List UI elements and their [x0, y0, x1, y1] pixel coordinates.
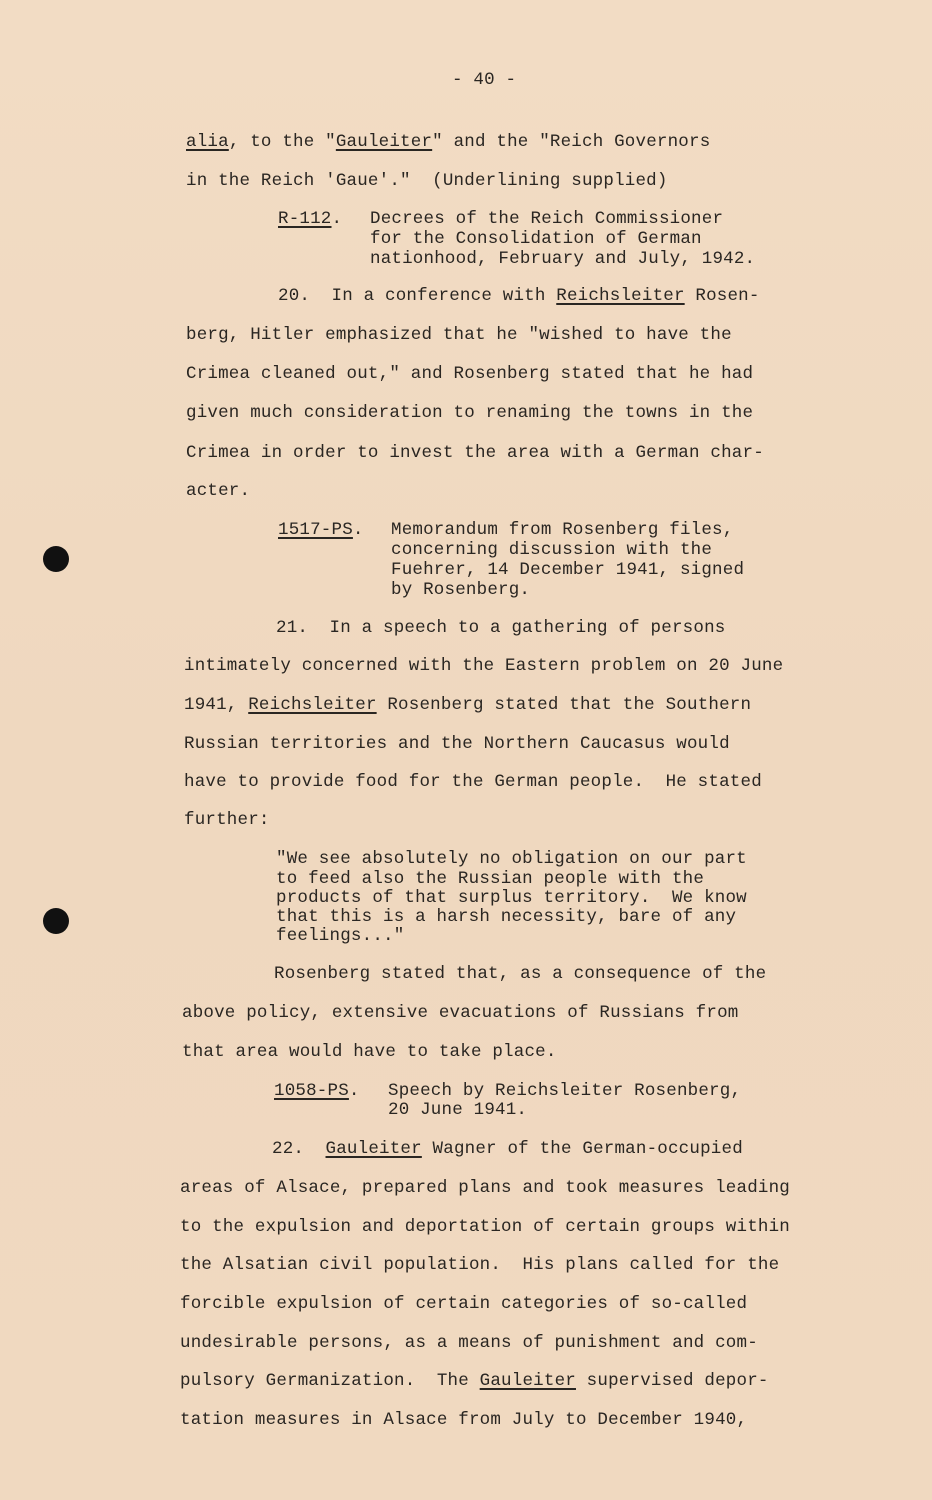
text-line: areas of Alsace, prepared plans and took measures leading [180, 1178, 790, 1198]
text-line [272, 1139, 743, 1159]
text-line: above policy, extensive evacuations of Russians from [182, 1003, 739, 1023]
quote-line: products of that surplus territory. We know [276, 888, 747, 908]
punch-hole [43, 546, 69, 572]
text-line: to the expulsion and deportation of certain groups within [180, 1217, 790, 1237]
text-line: forcible expulsion of certain categories of so-called [180, 1294, 748, 1314]
text-segment: " and the "Reich Governors [432, 132, 711, 152]
exhibit-description-line: concerning discussion with the [391, 540, 713, 560]
underlined-term: Gauleiter [335, 132, 433, 152]
exhibit-id: 1058-PS [274, 1081, 349, 1101]
exhibit-description-line: Decrees of the Reich Commissioner [370, 209, 724, 229]
text-segment: . [331, 209, 343, 229]
exhibit-description-line: Fuehrer, 14 December 1941, signed [391, 560, 745, 580]
text-segment: supervised depor- [575, 1371, 769, 1391]
text-segment: Rosen- [684, 286, 760, 306]
underlined-term: Reichsleiter [248, 695, 377, 715]
text-line: berg, Hitler emphasized that he "wished to have the [186, 325, 732, 345]
exhibit-description-line: for the Consolidation of German [370, 229, 702, 249]
punch-hole [43, 908, 69, 934]
text-segment: . [348, 1081, 360, 1101]
text-line: undesirable persons, as a means of punishment and com- [180, 1333, 758, 1353]
exhibit-description-line: nationhood, February and July, 1942. [370, 249, 756, 269]
text-line: Russian territories and the Northern Caucasus would [184, 734, 730, 754]
text-line: intimately concerned with the Eastern problem on 20 June [184, 656, 784, 676]
text-line: tation measures in Alsace from July to December 1940, [180, 1410, 748, 1430]
exhibit-reference [278, 520, 364, 540]
text-line: the Alsatian civil population. His plans called for the [180, 1255, 780, 1275]
text-line [186, 132, 710, 152]
text-segment: Rosenberg stated that the Southern [376, 695, 752, 715]
exhibit-description-line: 20 June 1941. [388, 1100, 528, 1120]
underlined-term: Gauleiter [325, 1139, 422, 1159]
underlined-term: Reichsleiter [556, 286, 685, 306]
text-line: 21. In a speech to a gathering of persons [276, 618, 726, 638]
quote-line: "We see absolutely no obligation on our part [276, 849, 747, 869]
text-line: Crimea in order to invest the area with a German char- [186, 443, 764, 463]
text-line [184, 695, 751, 715]
quote-line: to feed also the Russian people with the [276, 869, 705, 889]
page-number: - 40 - [452, 70, 517, 90]
text-line: in the Reich 'Gaue'." (Underlining supplied) [186, 171, 668, 191]
exhibit-description-line: by Rosenberg. [391, 580, 531, 600]
exhibit-description-line: Speech by Reichsleiter Rosenberg, [388, 1081, 742, 1101]
underlined-term: alia [186, 132, 229, 152]
quote-line: feelings..." [276, 926, 405, 946]
exhibit-id: R-112 [278, 209, 332, 229]
exhibit-reference [278, 209, 342, 229]
text-line [278, 286, 760, 306]
text-segment: 20. In a conference with [278, 286, 557, 306]
text-line: that area would have to take place. [182, 1042, 557, 1062]
text-segment: pulsory Germanization. The [180, 1371, 480, 1391]
text-segment: . [352, 520, 364, 540]
text-segment: , to the " [228, 132, 336, 152]
text-segment: 22. [272, 1139, 326, 1159]
quote-line: that this is a harsh necessity, bare of any [276, 907, 737, 927]
text-line [180, 1371, 769, 1391]
exhibit-id: 1517-PS [278, 520, 353, 540]
text-segment: 1941, [184, 695, 249, 715]
text-line: acter. [186, 481, 251, 501]
text-line: have to provide food for the German people. He stated [184, 772, 762, 792]
text-line: Crimea cleaned out," and Rosenberg stated that he had [186, 364, 754, 384]
text-line: further: [184, 810, 270, 830]
text-line: Rosenberg stated that, as a consequence of the [274, 964, 767, 984]
text-line: given much consideration to renaming the towns in the [186, 403, 754, 423]
text-segment: Wagner of the German-occupied [421, 1139, 743, 1159]
underlined-term: Gauleiter [479, 1371, 576, 1391]
exhibit-description-line: Memorandum from Rosenberg files, [391, 520, 734, 540]
exhibit-reference [274, 1081, 360, 1101]
